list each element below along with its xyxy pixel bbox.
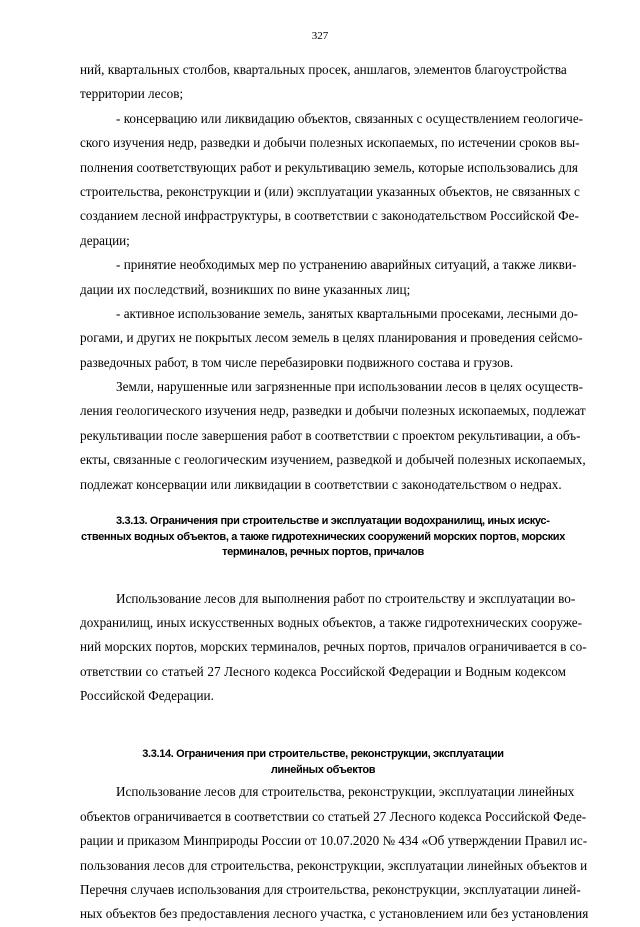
text-line: полнения соответствующих работ и рекультивацию земель, которые использовались для xyxy=(80,159,578,175)
text-line: дохранилищ, иных искусственных водных объектов, а также гидротехнических сооруже- xyxy=(80,614,583,630)
heading-line: 3.3.13. Ограничения при строительстве и эксплуатации водохранилищ, иных искус- xyxy=(116,515,550,528)
text-line: рогами, и других не покрытых лесом земель в целях планирования и проведения сейсмо- xyxy=(80,330,583,346)
paragraph xyxy=(80,302,583,375)
text-line: рекультивации после завершения работ в соответствии с проектом рекультивации, а объ- xyxy=(80,427,581,443)
text-line: ского изучения недр, разведки и добычи полезных ископаемых, по истечении сроков вы- xyxy=(80,135,580,151)
text-line: ний морских портов, морских терминалов, речных портов, причалов ограничивается в со- xyxy=(80,639,587,655)
section-body-3-3-13 xyxy=(80,587,587,709)
text-line: ления геологического изучения недр, разведки и добычи полезных ископаемых, подлежат xyxy=(80,403,586,419)
text-line: пользования лесов для строительства, реконструкции, эксплуатации линейных объектов и xyxy=(80,857,588,873)
paragraph xyxy=(80,253,577,302)
text-line: подлежат консервации или ликвидации в соответствии с законодательством о недрах. xyxy=(80,476,562,492)
text-line: территории лесов; xyxy=(80,86,184,102)
text-line: - консервацию или ликвидацию объектов, связанных с осуществлением геологиче- xyxy=(116,110,584,126)
page-body xyxy=(80,58,589,927)
text-line: строительства, реконструкции и (или) эксплуатации указанных объектов, не связанных с xyxy=(80,183,580,199)
page-number: 327 xyxy=(311,30,329,42)
section-heading-3-3-14 xyxy=(80,747,566,778)
paragraph xyxy=(80,375,586,497)
text-line: созданием лесной инфраструктуры, в соответствии с законодательством Российской Фе- xyxy=(80,208,579,224)
text-line: ных объектов без предоставления лесного участка, с установлением или без установления xyxy=(80,906,589,922)
text-line: - активное использование земель, занятых квартальными просеками, лесными до- xyxy=(116,305,579,321)
text-line: Земли, нарушенные или загрязненные при использовании лесов в целях осуществ- xyxy=(116,379,584,395)
text-line: разведочных работ, в том числе перебазировки подвижного состава и грузов. xyxy=(80,354,514,370)
text-line: Использование лесов для строительства, реконструкции, эксплуатации линейных xyxy=(116,784,575,800)
paragraph xyxy=(80,107,584,253)
heading-line: линейных объектов xyxy=(270,763,376,776)
text-line: Российской Федерации. xyxy=(80,688,214,704)
text-line: дации их последствий, возникших по вине указанных лиц; xyxy=(80,281,411,297)
heading-line: ственных водных объектов, а также гидротехнических сооружений морских портов, морских xyxy=(81,530,565,543)
text-line: дерации; xyxy=(80,232,130,248)
heading-line: терминалов, речных портов, причалов xyxy=(222,546,424,559)
text-line: Перечня случаев использования для строительства, реконструкции, эксплуатации линей- xyxy=(80,882,581,898)
text-line: - принятие необходимых мер по устранению аварийных ситуаций, а также ликви- xyxy=(116,257,577,273)
heading-line: 3.3.14. Ограничения при строительстве, реконструкции, эксплуатации xyxy=(142,748,504,761)
text-line: ний, квартальных столбов, квартальных просек, аншлагов, элементов благоустройства xyxy=(80,62,567,77)
text-line: екты, связанные с геологическим изучением, разведкой и добычей полезных ископаемых, xyxy=(80,452,586,468)
text-line: объектов ограничивается в соответствии со статьей 27 Лесного кодекса Российской Феде- xyxy=(80,808,587,824)
section-heading-3-3-13 xyxy=(80,514,566,561)
text-line: Использование лесов для выполнения работ по строительству и эксплуатации во- xyxy=(116,590,576,606)
paragraph xyxy=(80,58,566,107)
text-line: ответствии со статьей 27 Лесного кодекса Российской Федерации и Водным кодексом xyxy=(80,663,566,679)
text-line: рации и приказом Минприроды России от 10.07.2020 № 434 «Об утверждении Правил ис- xyxy=(80,833,588,849)
